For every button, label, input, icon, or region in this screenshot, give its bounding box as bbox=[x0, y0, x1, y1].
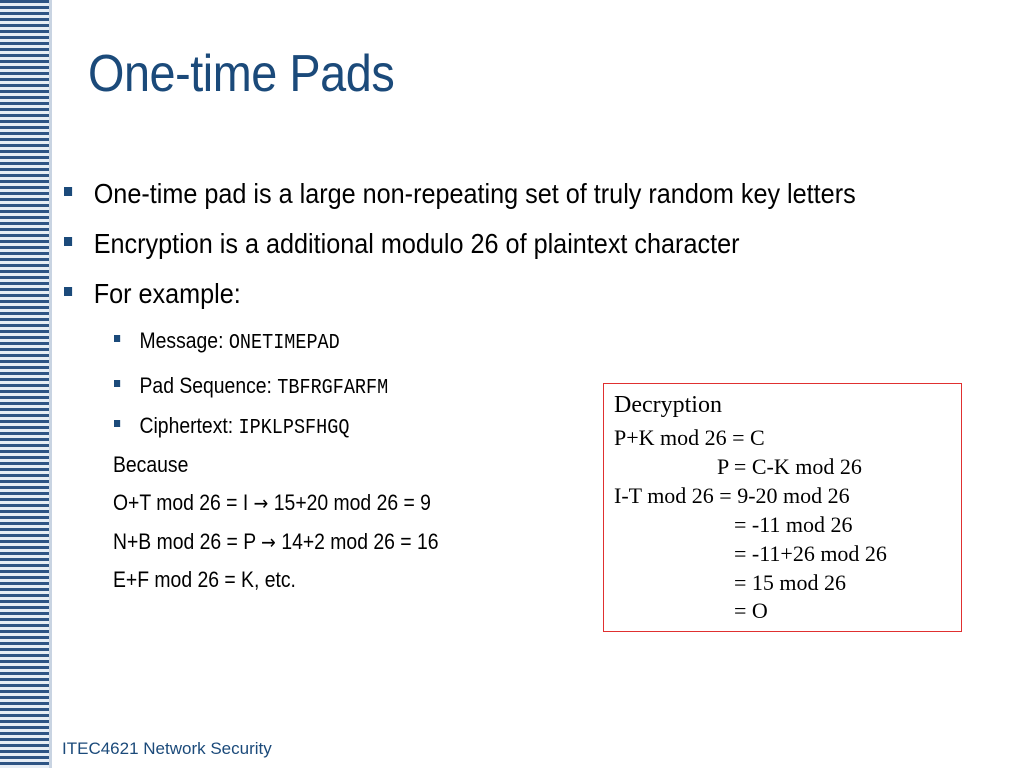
slide-title: One-time Pads bbox=[88, 45, 395, 103]
example-left: E+F mod 26 = K, etc. bbox=[113, 567, 296, 592]
decryption-box bbox=[603, 383, 962, 632]
bullet-item bbox=[64, 178, 856, 210]
sub-bullet-label: Pad Sequence: bbox=[139, 373, 278, 398]
bullet-item bbox=[64, 278, 241, 310]
sub-bullet-value: TBFRGFARFM bbox=[277, 377, 389, 400]
sub-bullet-value: IPKLPSFHGQ bbox=[238, 417, 350, 440]
example-line bbox=[113, 490, 431, 516]
decryption-heading: Decryption bbox=[614, 392, 722, 418]
decryption-line: = -11 mod 26 bbox=[734, 512, 853, 537]
bullet-item bbox=[64, 228, 739, 260]
example-right: 14+2 mod 26 = 16 bbox=[281, 529, 439, 554]
because-label: Because bbox=[113, 452, 189, 477]
decryption-line: P+K mod 26 = C bbox=[614, 425, 765, 450]
decryption-line: = 15 mod 26 bbox=[734, 570, 847, 595]
example-right: 15+20 mod 26 = 9 bbox=[273, 490, 431, 515]
example-line bbox=[113, 567, 296, 593]
right-arrow-icon: → bbox=[253, 491, 269, 515]
square-bullet-icon bbox=[64, 237, 72, 246]
sub-bullet-value: ONETIMEPAD bbox=[228, 332, 340, 355]
example-left: O+T mod 26 = I bbox=[113, 490, 249, 515]
bullet-text: One-time pad is a large non-repeating set of truly random key letters bbox=[93, 178, 856, 209]
square-bullet-icon bbox=[64, 187, 72, 196]
sub-bullet-label: Message: bbox=[139, 328, 229, 353]
sub-bullet-label: Ciphertext: bbox=[139, 413, 239, 438]
example-left: N+B mod 26 = P bbox=[113, 529, 256, 554]
square-bullet-icon bbox=[114, 380, 120, 387]
square-bullet-icon bbox=[64, 287, 72, 296]
right-arrow-icon: → bbox=[261, 530, 276, 554]
square-bullet-icon bbox=[114, 335, 120, 342]
decryption-line: I-T mod 26 = 9-20 mod 26 bbox=[614, 483, 850, 508]
square-bullet-icon bbox=[114, 420, 120, 427]
sub-bullet-item bbox=[114, 413, 349, 440]
decryption-line: = -11+26 mod 26 bbox=[734, 541, 887, 566]
decryption-line: P = C-K mod 26 bbox=[717, 454, 862, 479]
decryption-line: = O bbox=[734, 598, 768, 623]
bullet-text: For example: bbox=[93, 278, 241, 309]
example-line bbox=[113, 529, 438, 555]
sub-bullet-item bbox=[114, 373, 388, 400]
bullet-text: Encryption is a additional modulo 26 of plaintext character bbox=[93, 228, 740, 259]
sub-bullet-item bbox=[114, 328, 340, 355]
footer-course-name: ITEC4621 Network Security bbox=[62, 739, 272, 758]
decorative-stripe bbox=[0, 0, 49, 768]
decorative-stripe-edge bbox=[49, 0, 52, 768]
